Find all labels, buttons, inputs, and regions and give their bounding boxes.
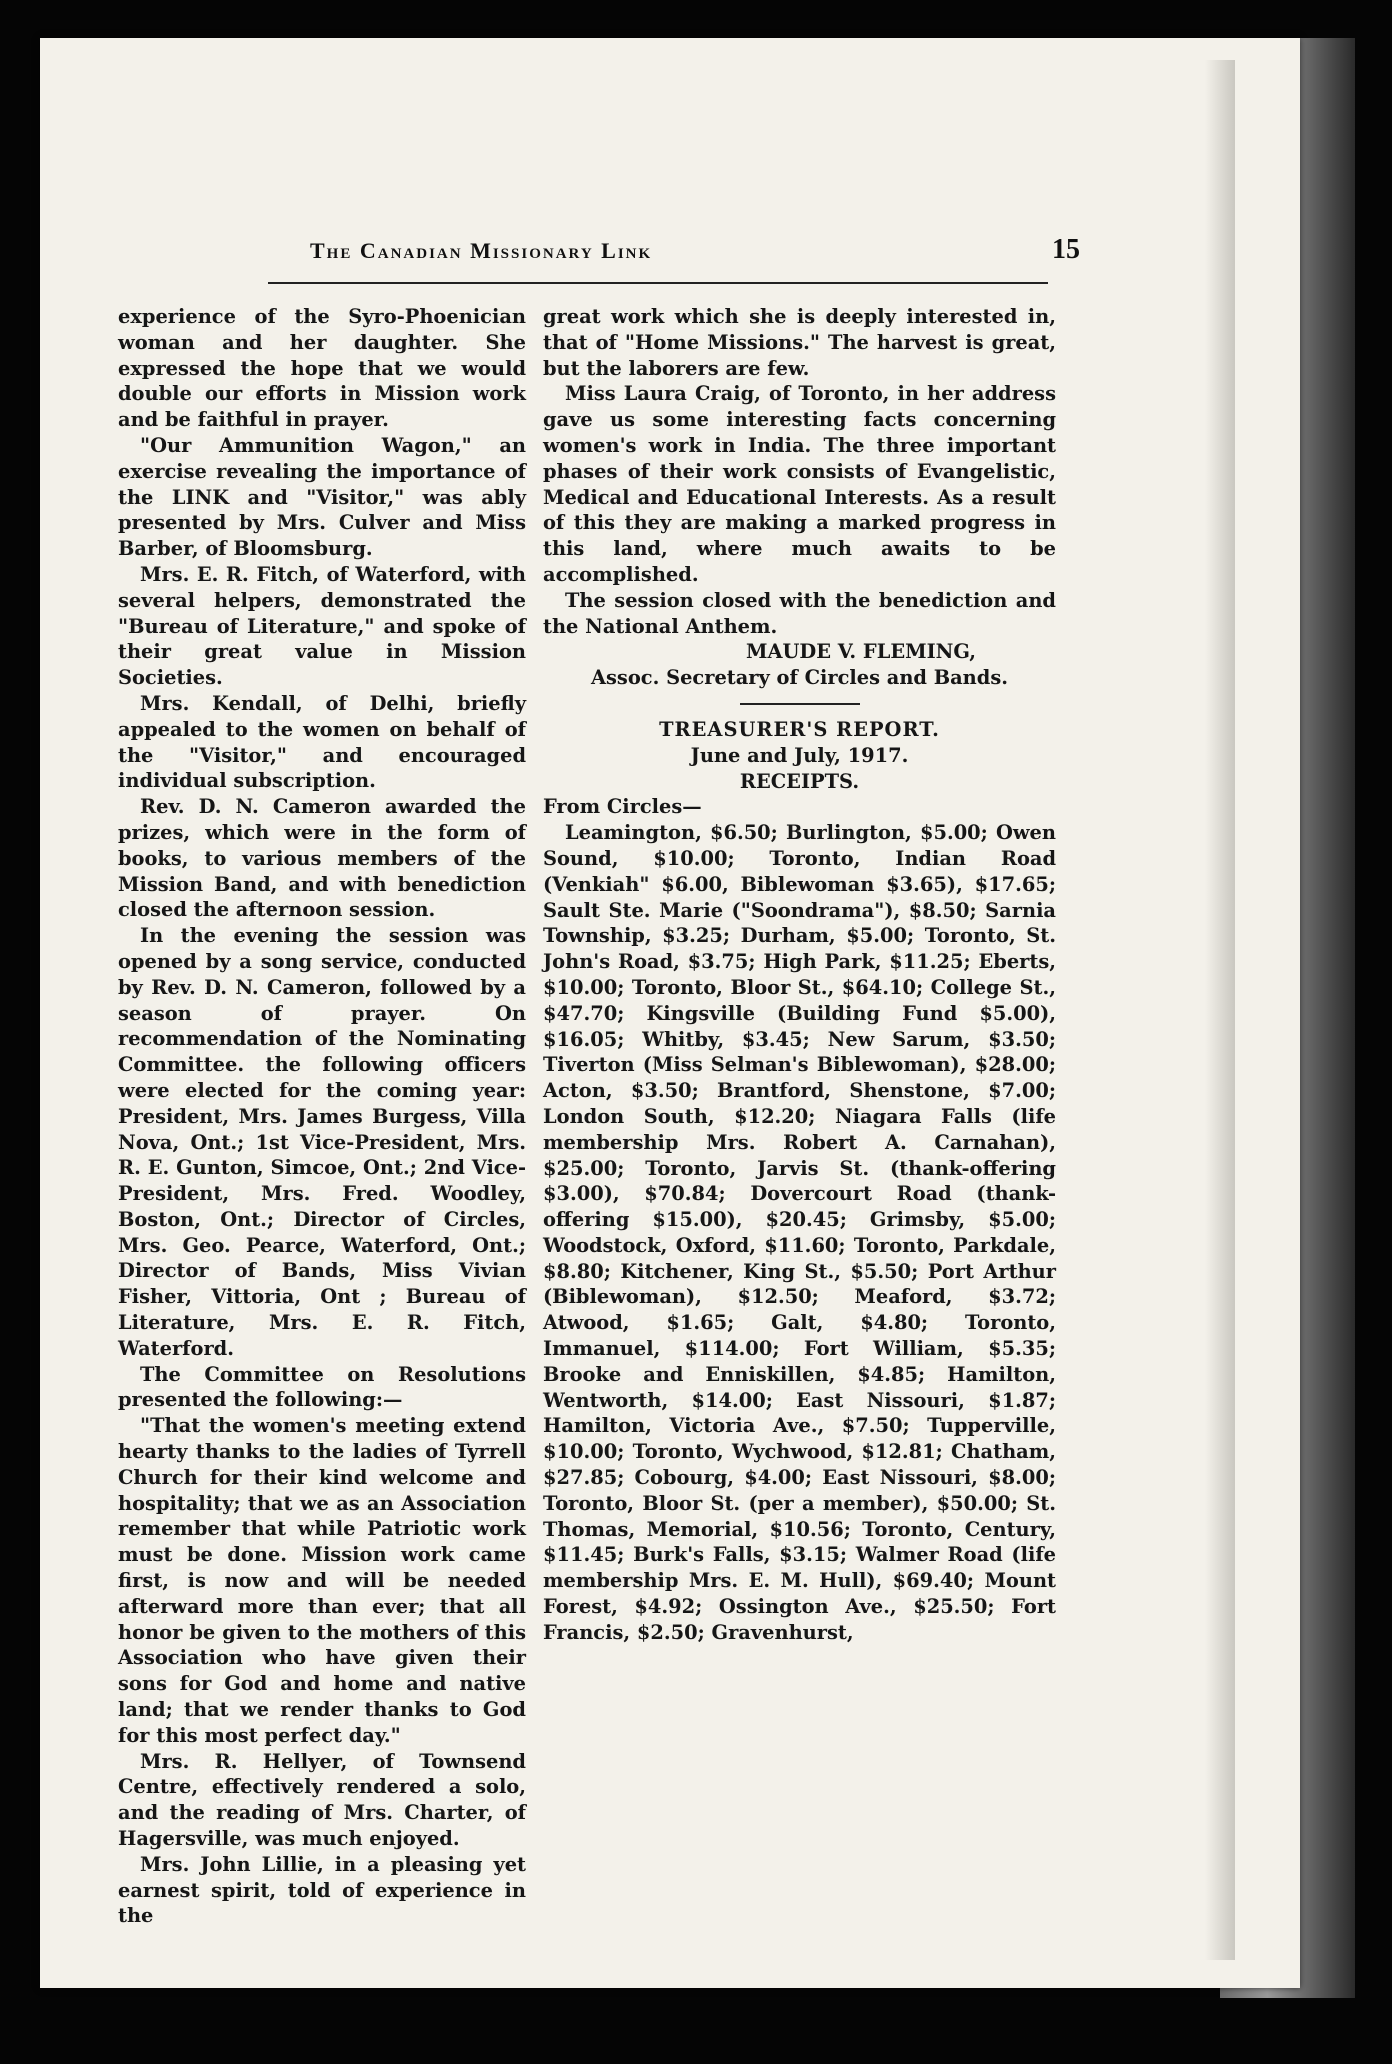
paragraph: Rev. D. N. Cameron awarded the prizes, which were in the form of books, to various members of the Mission Band, and with benediction closed the afternoon session. <box>118 795 526 922</box>
report-body: Leamington, $6.50; Burlington, $5.00; Owen Sound, $10.00; Toronto, Indian Road (Venkiah" $6.00, Biblewoman $3.65), $17.65; Sault Ste. Marie ("Soondrama"), $8.50; Sarnia Township, $3.25; Durham, $5.00; Toronto, St. John's Road, $3.75; High Park, $11.25; Eberts, $10.00; Toronto, Bloor St., $64.10; College St., $47.70; Kingsville (Building Fund $5.00), $16.05; Whitby, $3.45; New Sarum, $3.50; Tiverton (Miss Selman's Biblewoman), $28.00; Acton, $3.50; Brantford, Shenstone, $7.00; London South, $12.20; Niagara Falls (life membership Mrs. Robert A. Carnahan), $25.00; Toronto, Jarvis St. (thank-offering $3.00), $70.84; Dovercourt Road (thank-offering $15.00), $20.45; Grimsby, $5.00; Woodstock, Oxford, $11.60; Toronto, Parkdale, $8.80; Kitchener, King St., $5.50; Port Arthur (Biblewoman), $12.50; Meaford, $3.72; Atwood, $1.65; Galt, $4.80; Toronto, Immanuel, $114.00; Fort William, $5.35; Brooke and Enniskillen, $4.85; Hamilton, Wentworth, $14.00; East Nissouri, $1.87; Hamilton, Victoria Ave., $7.50; Tupperville, $10.00; Toronto, Wychwood, $12.81; Chatham, $27.85; Cobourg, $4.00; East Nissouri, $8.00; Toronto, Bloor St. (per a member), $50.00; St. Thomas, Memorial, $10.56; Toronto, Century, $11.45; Burk's Falls, $3.15; Walmer Road (life membership Mrs. E. M. Hull), $69.40; Mount Forest, $4.92; Ossington Ave., $25.50; Fort Francis, $2.50; Gravenhurst, <box>543 821 1056 1644</box>
right-column <box>543 304 1056 1646</box>
paragraph: "Our Ammunition Wagon," an exercise revealing the importance of the LINK and "Visitor," was ably presented by Mrs. Culver and Miss Barber, of Bloomsburg. <box>118 433 526 561</box>
page-header <box>310 234 1080 278</box>
signature-name: MAUDE V. FLEMING, <box>746 640 976 664</box>
left-column <box>118 304 526 1929</box>
paragraph: The session closed with the benediction and the National Anthem. <box>543 588 1056 638</box>
paragraph: Miss Laura Craig, of Toronto, in her address gave us some interesting facts concerning women's work in India. The three important phases of their work consists of Evangelistic, Medical and Educational Interests. As a result of this they are making a marked progress in this land, where much awaits to be accomplished. <box>543 382 1056 586</box>
running-title: The Canadian Missionary Link <box>310 238 653 263</box>
paragraph: Mrs. John Lillie, in a pleasing yet earnest spirit, told of experience in the <box>118 1852 526 1928</box>
report-lead: From Circles— <box>543 795 702 819</box>
report-title: TREASURER'S REPORT. <box>659 717 940 741</box>
signature-title: Assoc. Secretary of Circles and Bands. <box>590 666 1009 690</box>
report-section: RECEIPTS. <box>739 769 860 793</box>
report-period: June and July, 1917. <box>690 743 909 767</box>
paragraph: In the evening the session was opened by a song service, conducted by Rev. D. N. Cameron, followed by a season of prayer. On recommendation of the Nominating Committee. the following officers were elected for the coming year: President, Mrs. James Burgess, Villa Nova, Ont.; 1st Vice-President, Mrs. R. E. Gunton, Simcoe, Ont.; 2nd Vice-President, Mrs. Fred. Woodley, Boston, Ont.; Director of Circles, Mrs. Geo. Pearce, Waterford, Ont.; Director of Bands, Miss Vivian Fisher, Vittoria, Ont ; Bureau of Literature, Mrs. E. R. Fitch, Waterford. <box>118 924 526 1360</box>
paragraph: Mrs. Kendall, of Delhi, briefly appealed to the women on behalf of the "Visitor," and encouraged individual subscription. <box>118 691 526 793</box>
page-number: 15 <box>1052 234 1080 265</box>
paragraph: Mrs. E. R. Fitch, of Waterford, with several helpers, demonstrated the "Bureau of Literature," and spoke of their great value in Mission Societies. <box>118 562 526 690</box>
header-rule <box>268 282 1048 284</box>
paragraph: "That the women's meeting extend hearty thanks to the ladies of Tyrrell Church for their kind welcome and hospitality; that we as an Association remember that while Patriotic work must be done. Mission work came first, is now and will be needed afterward more than ever; that all honor be given to the mothers of this Association who have given their sons for God and home and native land; that we render thanks to God for this most perfect day." <box>118 1414 526 1747</box>
section-rule <box>740 703 860 705</box>
paragraph: experience of the Syro-Phoenician woman and her daughter. She expressed the hope that we would double our efforts in Mission work and be faithful in prayer. <box>118 305 526 432</box>
page-edge <box>1205 60 1235 1960</box>
paragraph: The Committee on Resolutions presented the following:— <box>118 1362 526 1412</box>
paragraph: Mrs. R. Hellyer, of Townsend Centre, effectively rendered a solo, and the reading of Mrs. Charter, of Hagersville, was much enjoyed. <box>118 1749 526 1851</box>
paragraph: great work which she is deeply interested in, that of "Home Missions." The harvest is great, but the laborers are few. <box>543 305 1056 380</box>
